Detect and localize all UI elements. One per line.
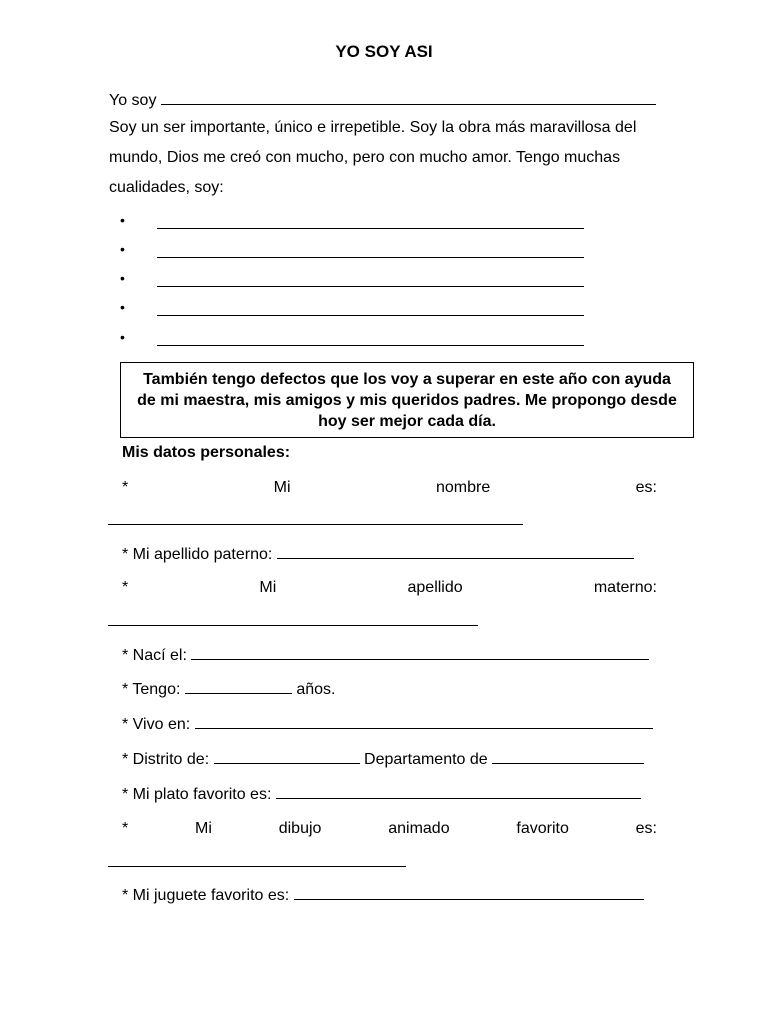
naci-line [122,645,649,666]
dibujo-blank[interactable] [108,852,406,867]
apellido-materno-line [122,578,657,598]
vivo-line [122,714,653,735]
departamento-blank[interactable] [492,749,644,764]
asterisk: * [122,579,129,596]
word-mi: Mi [273,479,291,496]
yo-soy-line [109,90,656,111]
bullet-5: • [120,329,125,345]
bullet-1: • [120,212,125,228]
word-mi: Mi [259,579,277,596]
asterisk: * [122,820,129,837]
naci-label: * Nací el: [122,647,187,664]
defects-box-text: También tengo defectos que los voy a superar en este año con ayuda de mi maestra, mis amigos y mis queridos padres. Me propongo desde hoy ser mejor cada día. [137,370,677,430]
quality-blank-3[interactable] [157,272,584,287]
quality-blank-1[interactable] [157,214,584,229]
juguete-line [122,885,644,906]
yo-soy-blank[interactable] [161,90,656,105]
word-materno: materno: [593,579,657,596]
word-mi: Mi [195,820,212,837]
tengo-label: * Tengo: [122,681,181,698]
intro-paragraph-line-1: Soy un ser importante, único e irrepetible. Soy la obra más maravillosa del [109,119,637,136]
bullet-4: • [120,299,125,315]
word-es: es: [635,820,657,837]
word-es: es: [635,479,657,496]
anos-label: años. [296,681,336,698]
juguete-blank[interactable] [294,885,644,900]
vivo-blank[interactable] [195,714,653,729]
nombre-line [122,478,657,498]
bullet-3: • [120,270,125,286]
word-favorito: favorito [516,820,569,837]
intro-paragraph-line-2: mundo, Dios me creó con mucho, pero con mucho amor. Tengo muchas [109,149,621,166]
tengo-line [122,679,335,700]
page-title: YO SOY ASI [335,42,433,61]
asterisk: * [122,479,129,496]
naci-blank[interactable] [191,645,649,660]
plato-blank[interactable] [276,784,641,799]
distrito-label: * Distrito de: [122,751,210,768]
vivo-label: * Vivo en: [122,716,191,733]
bullet-2: • [120,241,125,257]
nombre-blank[interactable] [108,510,523,525]
distrito-blank[interactable] [214,749,360,764]
distrito-line [122,749,644,770]
apellido-materno-blank[interactable] [108,611,478,626]
plato-line [122,784,641,805]
defects-box [120,362,694,438]
apellido-paterno-line [122,544,634,565]
intro-paragraph-line-3: cualidades, soy: [109,179,224,196]
section-heading: Mis datos personales: [122,444,291,461]
word-apellido: apellido [407,579,463,596]
yo-soy-label: Yo soy [109,92,157,109]
tengo-blank[interactable] [185,679,292,694]
apellido-paterno-label: * Mi apellido paterno: [122,546,273,563]
quality-blank-4[interactable] [157,301,584,316]
dibujo-line [122,819,657,839]
quality-blank-5[interactable] [157,331,584,346]
plato-label: * Mi plato favorito es: [122,786,272,803]
quality-blank-2[interactable] [157,243,584,258]
word-dibujo: dibujo [278,820,322,837]
departamento-label: Departamento de [364,751,488,768]
word-nombre: nombre [435,479,491,496]
apellido-paterno-blank[interactable] [277,544,634,559]
juguete-label: * Mi juguete favorito es: [122,887,290,904]
word-animado: animado [388,820,450,837]
